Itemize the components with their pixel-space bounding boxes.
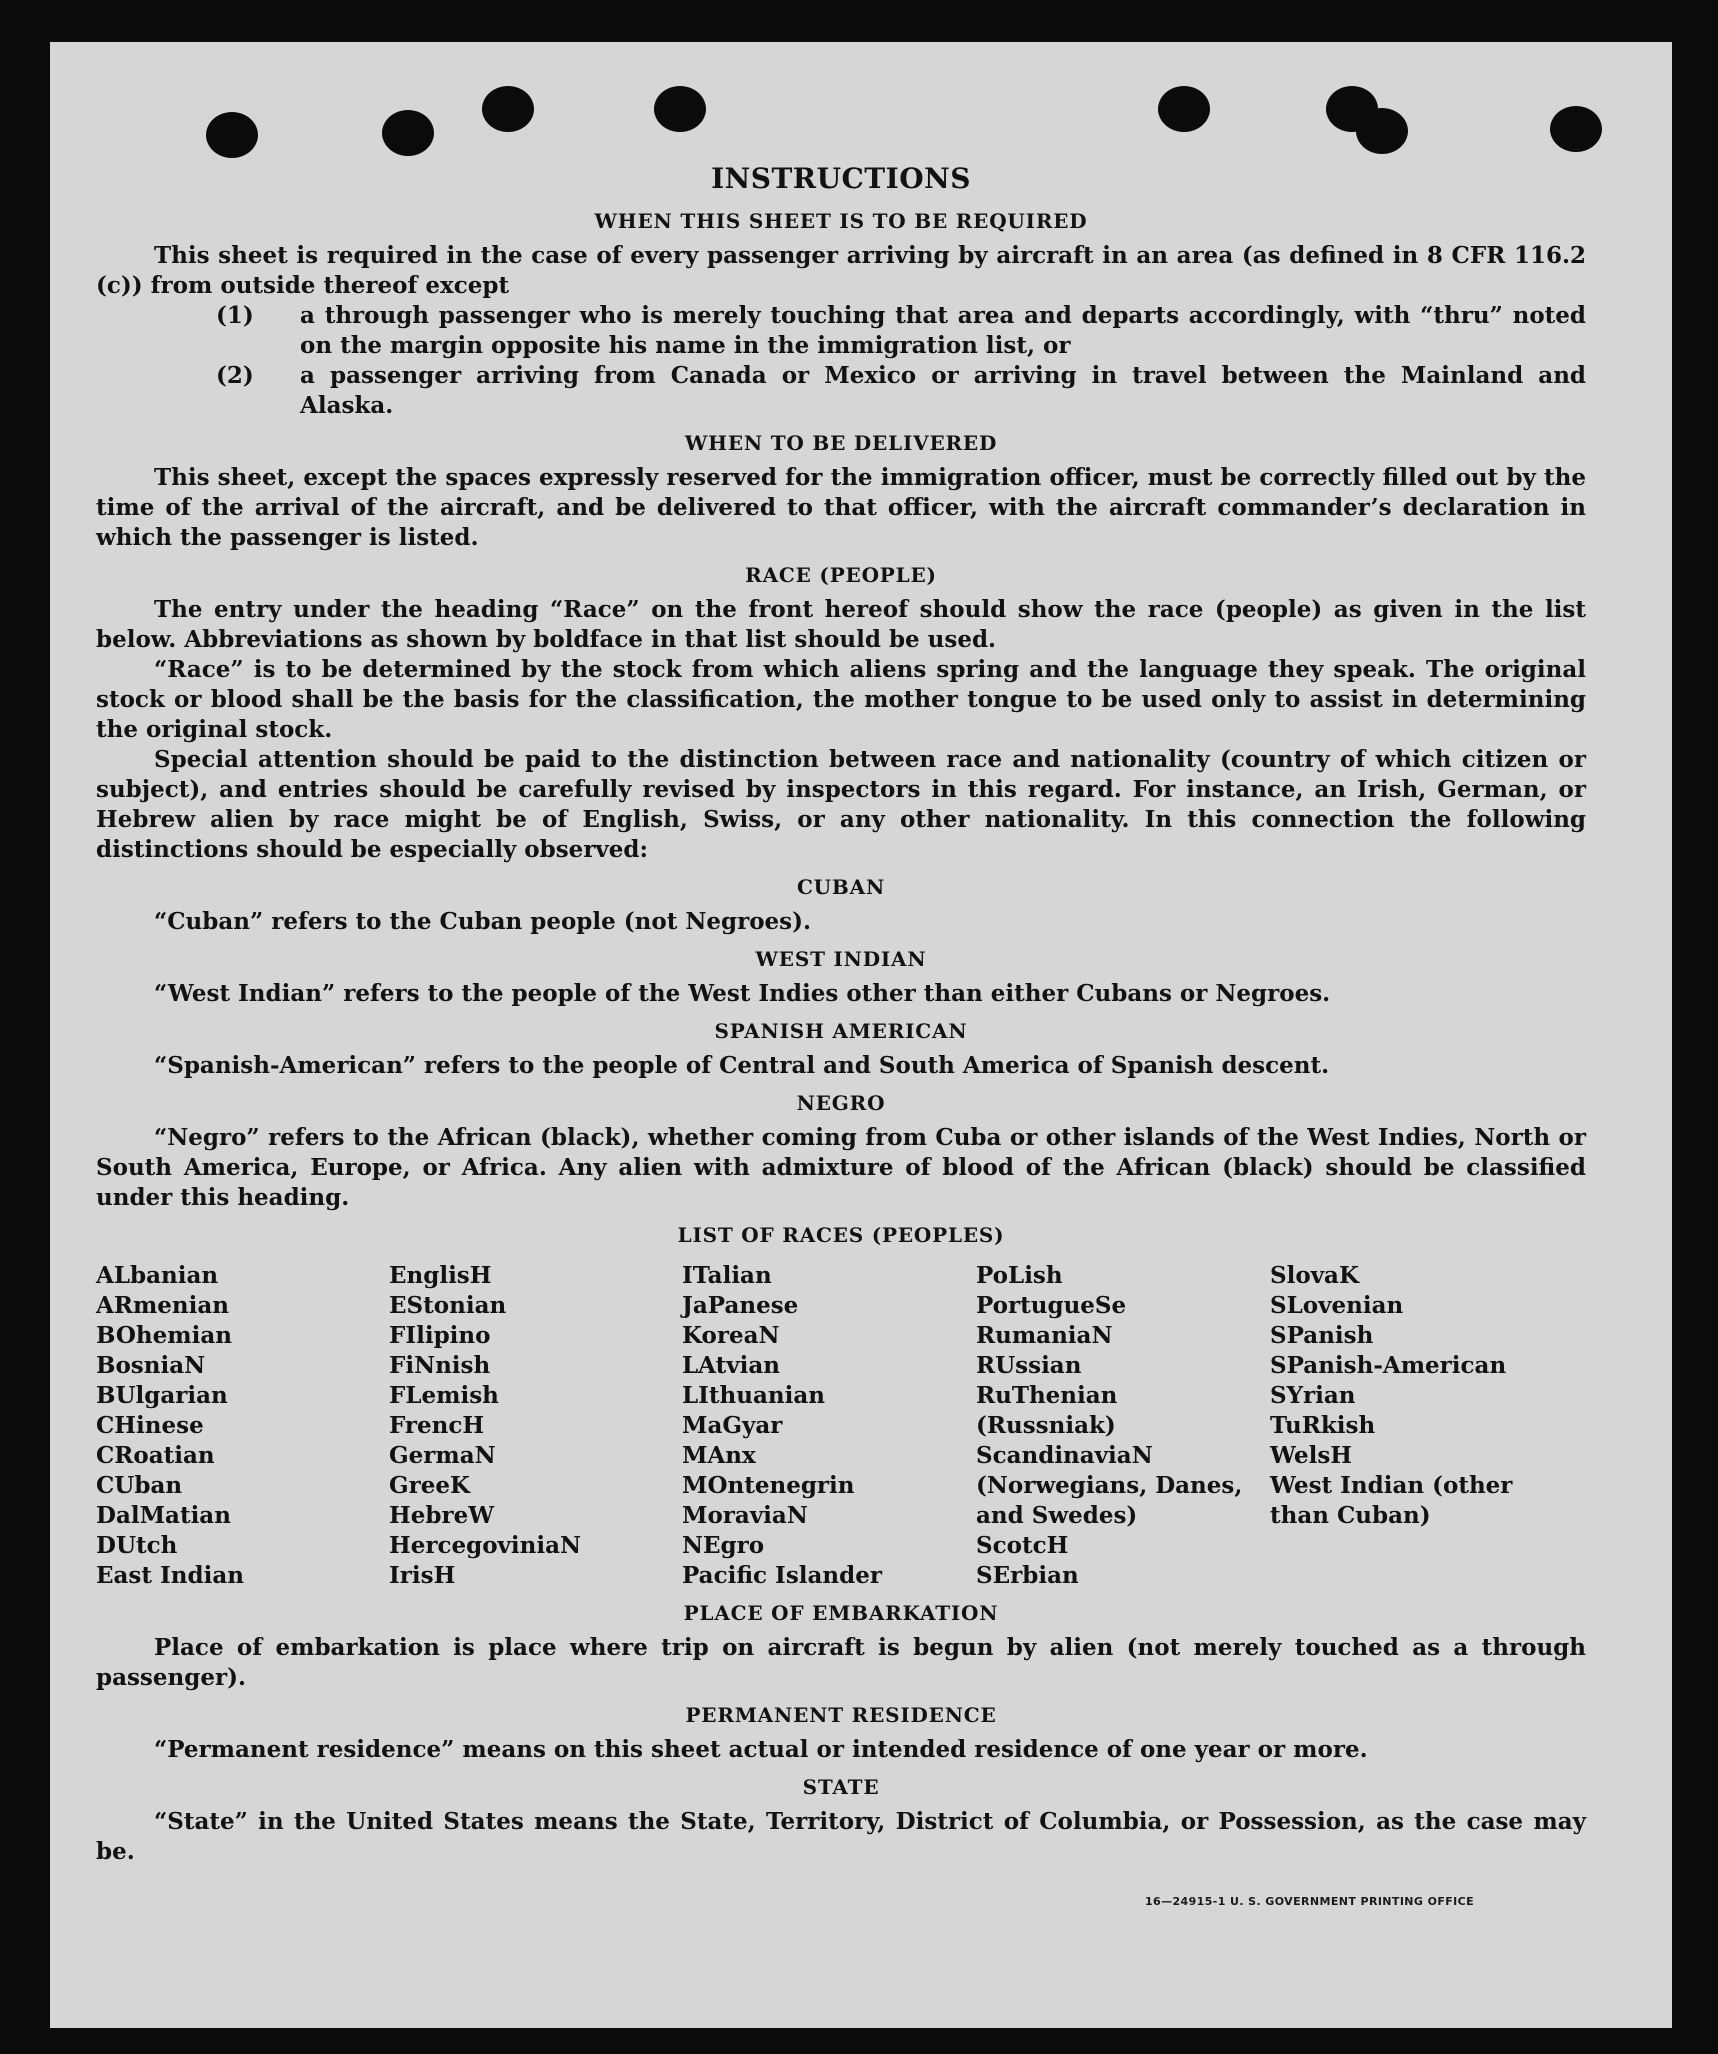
race-entry: MoraviaN — [682, 1502, 808, 1529]
races-column — [976, 1261, 1270, 1591]
section-heading-state: STATE — [802, 1775, 880, 1799]
race-entry: DalMatian — [96, 1502, 231, 1529]
race-entry: SYrian — [1270, 1382, 1356, 1409]
races-column — [389, 1261, 682, 1591]
section-heading-cuban: CUBAN — [796, 875, 886, 899]
required-intro: This sheet is required in the case of every passenger arriving by aircraft in an area (as defined in 8 CFR 116.2 (c)) from outside thereof except — [96, 242, 1586, 299]
punch-hole — [206, 112, 258, 158]
residence-text: “Permanent residence” means on this sheet actual or intended residence of one year or more. — [154, 1736, 1368, 1763]
exception-list — [96, 301, 1586, 421]
race-entry: ScotcH — [976, 1532, 1069, 1559]
race-entry: RuThenian (Russniak) — [976, 1382, 1118, 1439]
race-entry: PortugueSe — [976, 1292, 1127, 1319]
race-entry: BosniaN — [96, 1352, 206, 1379]
race-entry: ALbanian — [96, 1262, 219, 1289]
exception-text: a through passenger who is merely touching that area and departs accordingly, with “thru” noted on the margin opposite his name in the immigration list, or — [300, 302, 1586, 359]
races-column — [1270, 1261, 1564, 1591]
race-entry: West Indian (other than Cuban) — [1270, 1472, 1513, 1529]
race-entry: MOntenegrin — [682, 1472, 855, 1499]
race-entry: DUtch — [96, 1532, 178, 1559]
race-entry: LAtvian — [682, 1352, 780, 1379]
race-entry: EnglisH — [389, 1262, 492, 1289]
race-entry: HercegoviniaN — [389, 1532, 582, 1559]
race-entry: HebreW — [389, 1502, 495, 1529]
race-entry: BUlgarian — [96, 1382, 228, 1409]
section-heading-race: RACE (PEOPLE) — [745, 563, 937, 587]
section-heading-delivered: WHEN TO BE DELIVERED — [684, 431, 998, 455]
race-entry: EStonian — [389, 1292, 507, 1319]
section-heading-required: WHEN THIS SHEET IS TO BE REQUIRED — [594, 209, 1088, 233]
page-title: INSTRUCTIONS — [711, 162, 971, 195]
exception-item — [216, 361, 1586, 421]
race-entry: GermaN — [389, 1442, 496, 1469]
race-entry: SErbian — [976, 1562, 1079, 1589]
race-entry: SLovenian — [1270, 1292, 1404, 1319]
race-entry: NEgro — [682, 1532, 765, 1559]
punch-hole — [382, 110, 434, 156]
race-entry: MaGyar — [682, 1412, 783, 1439]
race-entry: FLemish — [389, 1382, 499, 1409]
races-column — [96, 1261, 389, 1591]
exception-item — [216, 301, 1586, 361]
race-paragraph: “Race” is to be determined by the stock from which aliens spring and the language they speak. The original stock or blood shall be the basis for the classification, the mother tongue to be used only to assist in determining the original stock. — [96, 656, 1586, 743]
race-entry: ScandinaviaN (Norwegians, Danes, and Swedes) — [976, 1442, 1243, 1529]
exception-text: a passenger arriving from Canada or Mexico or arriving in travel between the Mainland and Alaska. — [300, 362, 1586, 419]
race-entry: ARmenian — [96, 1292, 230, 1319]
punch-hole — [482, 86, 534, 132]
west-indian-text: “West Indian” refers to the people of the West Indies other than either Cubans or Negroes. — [154, 980, 1331, 1007]
race-entry: Pacific Islander — [682, 1562, 882, 1589]
section-heading-residence: PERMANENT RESIDENCE — [685, 1703, 997, 1727]
delivered-text: This sheet, except the spaces expressly reserved for the immigration officer, must be correctly filled out by the time of the arrival of the aircraft, and be delivered to that officer, with the aircraft commander’s declaration in which the passenger is listed. — [96, 464, 1586, 551]
race-entry: TuRkish — [1270, 1412, 1376, 1439]
punch-hole — [1550, 106, 1602, 152]
races-column — [682, 1261, 976, 1591]
section-heading-races-list: LIST OF RACES (PEOPLES) — [677, 1223, 1005, 1247]
race-paragraph: Special attention should be paid to the distinction between race and nationality (country of which citizen or subject), and entries should be carefully revised by inspectors in this regard. For instance, an Irish, German, or Hebrew alien by race might be of English, Swiss, or any other nationality. In this connection the following distinctions should be especially observed: — [96, 746, 1586, 863]
negro-text: “Negro” refers to the African (black), whether coming from Cuba or other islands of the West Indies, North or South America, Europe, or Africa. Any alien with admixture of blood of the African (black) should be classified under this heading. — [96, 1124, 1586, 1211]
race-entry: CRoatian — [96, 1442, 215, 1469]
punch-hole — [1158, 86, 1210, 132]
race-entry: FiNnish — [389, 1352, 491, 1379]
race-entry: LIthuanian — [682, 1382, 825, 1409]
race-entry: SPanish-American — [1270, 1352, 1507, 1379]
race-entry: CUban — [96, 1472, 183, 1499]
printing-office-code: 16—24915-1 U. S. GOVERNMENT PRINTING OFFICE — [1145, 1895, 1475, 1908]
race-entry: PoLish — [976, 1262, 1063, 1289]
race-entry: MAnx — [682, 1442, 756, 1469]
race-entry: SPanish — [1270, 1322, 1374, 1349]
race-entry: BOhemian — [96, 1322, 232, 1349]
race-entry: FrencH — [389, 1412, 485, 1439]
spanish-american-text: “Spanish-American” refers to the people of Central and South America of Spanish descent. — [154, 1052, 1330, 1079]
race-entry: WelsH — [1270, 1442, 1353, 1469]
exception-number: (1) — [216, 302, 254, 329]
race-entry: RUssian — [976, 1352, 1082, 1379]
section-heading-negro: NEGRO — [796, 1091, 886, 1115]
section-heading-embarkation: PLACE OF EMBARKATION — [683, 1601, 999, 1625]
race-entry: KoreaN — [682, 1322, 780, 1349]
race-entry: IrisH — [389, 1562, 456, 1589]
punch-hole — [1356, 108, 1408, 154]
state-text: “State” in the United States means the State, Territory, District of Columbia, or Possession, as the case may be. — [96, 1808, 1586, 1865]
race-entry: SlovaK — [1270, 1262, 1359, 1289]
section-heading-spanish-american: SPANISH AMERICAN — [714, 1019, 968, 1043]
exception-number: (2) — [216, 362, 254, 389]
race-entry: East Indian — [96, 1562, 244, 1589]
race-entry: JaPanese — [682, 1292, 799, 1319]
instructions-content — [96, 162, 1586, 1867]
punch-hole — [654, 86, 706, 132]
embarkation-text: Place of embarkation is place where trip on aircraft is begun by alien (not merely touched as a through passenger). — [96, 1634, 1586, 1691]
cuban-text: “Cuban” refers to the Cuban people (not Negroes). — [154, 908, 812, 935]
race-paragraph: The entry under the heading “Race” on the front hereof should show the race (people) as given in the list below. Abbreviations as shown by boldface in that list should be used. — [96, 596, 1586, 653]
race-entry: GreeK — [389, 1472, 471, 1499]
document-sheet — [50, 42, 1672, 2028]
race-entry: ITalian — [682, 1262, 772, 1289]
race-entry: FIlipino — [389, 1322, 491, 1349]
race-entry: RumaniaN — [976, 1322, 1113, 1349]
section-heading-west-indian: WEST INDIAN — [755, 947, 927, 971]
races-list — [96, 1261, 1586, 1591]
race-entry: CHinese — [96, 1412, 204, 1439]
